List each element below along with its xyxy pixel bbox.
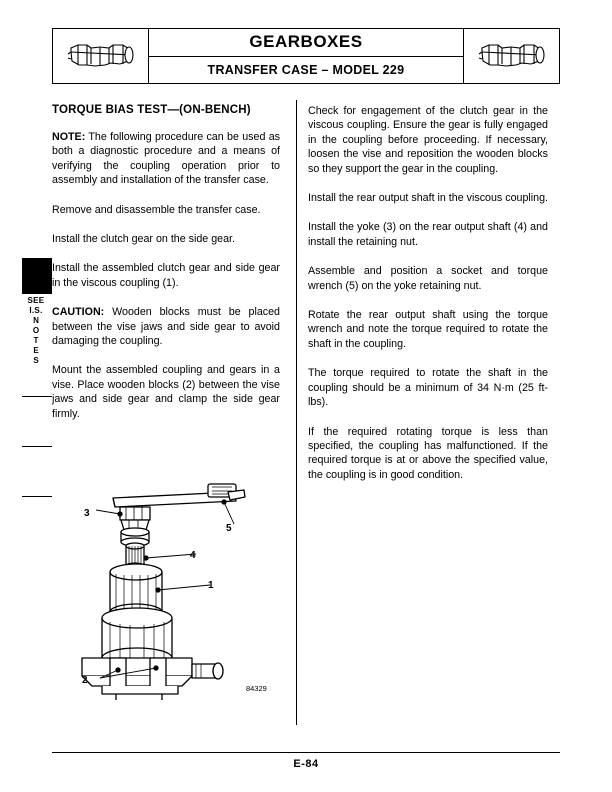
figure-callout-5: 5 (226, 523, 232, 534)
footer-page-number: E-84 (293, 758, 319, 770)
paragraph: Rotate the rear output shaft using the torque wrench and note the torque required to rotate the shaft in the coupling. (308, 309, 548, 350)
gearbox-icon (476, 39, 548, 73)
paragraph-text: Wooden blocks must be placed between the vise jaws and side gear to avoid damaging the coupling. (52, 306, 280, 348)
paragraph-text: Remove and disassemble the transfer case. (52, 203, 261, 216)
paragraph-lead: CAUTION: (52, 306, 105, 319)
side-label-line-7: S (33, 356, 39, 365)
gearbox-icon (65, 39, 137, 73)
section-title: TORQUE BIAS TEST—(ON-BENCH) (52, 104, 251, 116)
paragraph-text: The following procedure can be used as both a diagnostic procedure and a means of verifying the coupling operation prior to assembly and installation of the transfer case. (52, 131, 280, 187)
paragraph-text: Install the assembled clutch gear and side gear in the viscous coupling (1). (52, 262, 280, 289)
paragraph (52, 305, 280, 348)
side-label-line-4: O (32, 326, 40, 335)
paragraph: If the required rotating torque is less than specified, the coupling has malfunctioned. If the required torque is at or above the specified value, the coupling is in good condition. (308, 425, 548, 481)
side-divider-3 (22, 496, 52, 497)
figure-callout-4: 4 (190, 550, 196, 561)
paragraph-lead: NOTE: (52, 131, 86, 143)
paragraph: Install the yoke (3) on the rear output shaft (4) and install the retaining nut. (308, 221, 548, 248)
left-column (52, 104, 280, 436)
page-subtitle: TRANSFER CASE – MODEL 229 (207, 62, 405, 77)
paragraph (52, 261, 280, 290)
paragraph (52, 203, 280, 217)
paragraph: The torque required to rotate the shaft in the coupling should be a minimum of 34 N·m (25 ft-lbs). (308, 367, 548, 409)
side-label-line-5: T (33, 336, 39, 345)
side-divider-1 (22, 396, 52, 397)
paragraph-text: Install the clutch gear on the side gear. (52, 233, 235, 246)
figure-callout-1: 1 (208, 580, 214, 591)
column-divider (296, 100, 297, 725)
paragraph-text: Mount the assembled coupling and gears in a vise. Place wooden blocks (2) between the vise jaws and side gear and clamp the side gear firmly. (52, 364, 280, 420)
footer-divider (52, 752, 560, 753)
figure-callout-3: 3 (84, 508, 90, 519)
figure-number: 84329 (246, 684, 267, 693)
side-label-line-1: SEE (27, 296, 45, 305)
paragraph: Check for engagement of the clutch gear in the viscous coupling. Ensure the gear is fully engaged in the coupling before proceeding. If necessary, loosen the vise and reposition the wooden blocks so they support the gear in the coupling. (308, 105, 548, 175)
side-index-marker (22, 258, 52, 294)
header-left-icon-cell (53, 29, 149, 83)
page-title: GEARBOXES (149, 29, 463, 57)
side-label-line-2: I.S. (29, 306, 43, 315)
header-right-icon-cell (463, 29, 559, 83)
right-column (308, 104, 548, 497)
figure-transfer-case-assembly (58, 462, 284, 702)
paragraph: Assemble and position a socket and torque wrench (5) on the yoke retaining nut. (308, 265, 548, 292)
paragraph (52, 232, 280, 246)
paragraph (52, 363, 280, 421)
paragraph: Install the rear output shaft in the viscous coupling. (308, 192, 549, 205)
paragraph (52, 130, 280, 188)
side-label-line-3: N (33, 316, 39, 325)
side-divider-2 (22, 446, 52, 447)
side-label-line-6: E (33, 346, 39, 355)
header-title-block (149, 29, 463, 83)
figure-callout-2: 2 (82, 675, 88, 686)
page-header (52, 28, 560, 84)
